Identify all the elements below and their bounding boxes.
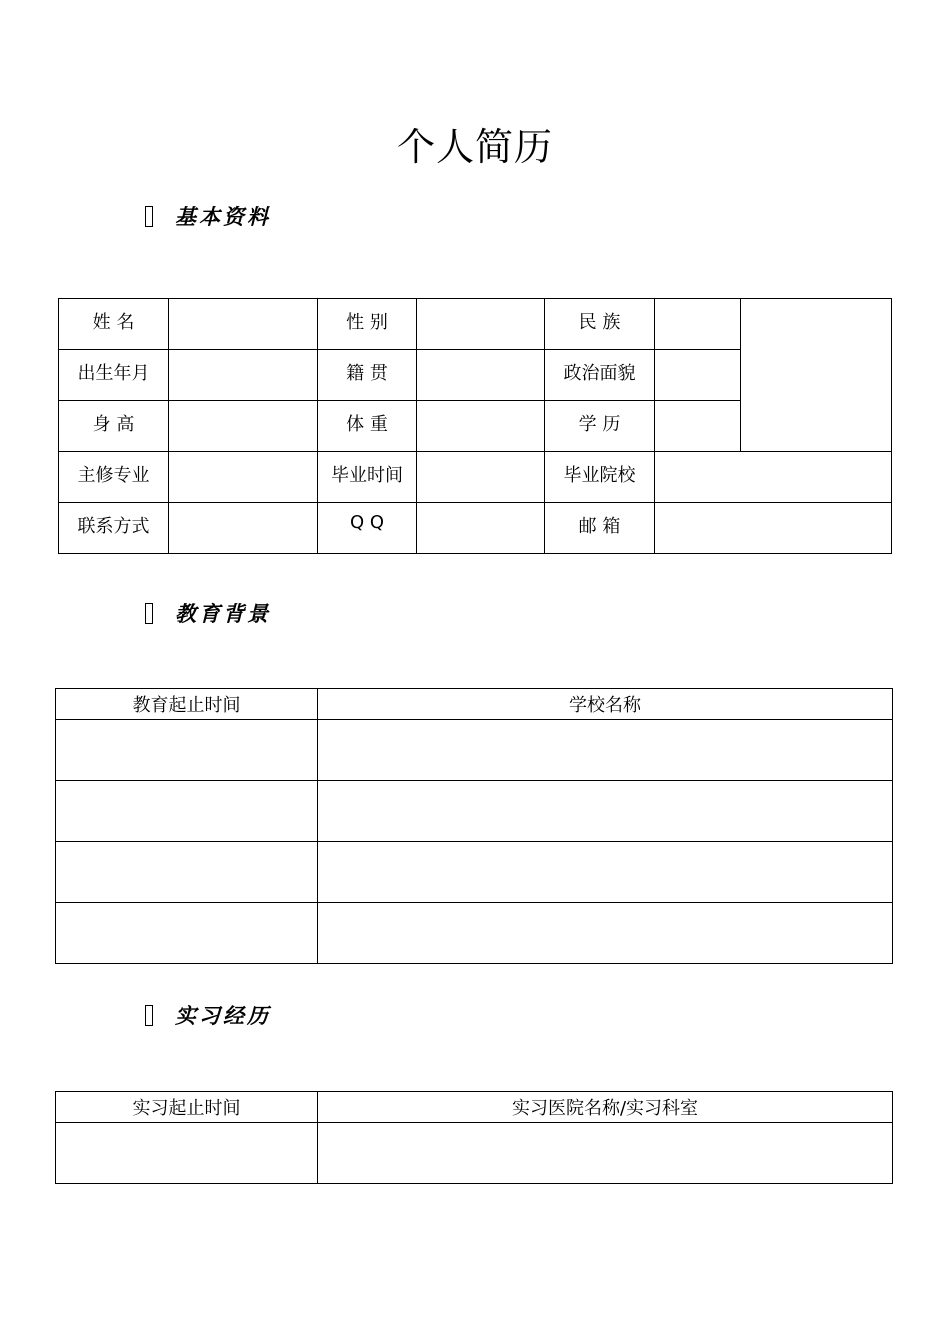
- label-cell: 民 族: [545, 299, 655, 350]
- period-cell[interactable]: [56, 842, 318, 903]
- column-header: 学校名称: [318, 689, 893, 720]
- label-cell: 身 高: [59, 401, 169, 452]
- label-cell: 出生年月: [59, 350, 169, 401]
- photo-cell[interactable]: [741, 299, 892, 452]
- school-cell[interactable]: [318, 842, 893, 903]
- label-cell: 主修专业: [59, 452, 169, 503]
- table-header-row: [56, 1092, 893, 1123]
- table-row: [56, 781, 893, 842]
- value-cell[interactable]: [417, 401, 545, 452]
- section-title: 实习经历: [175, 1004, 271, 1028]
- table-row: [56, 842, 893, 903]
- value-cell[interactable]: [169, 401, 318, 452]
- label-cell: 学 历: [545, 401, 655, 452]
- bullet-icon: [145, 603, 153, 624]
- period-cell[interactable]: [56, 1123, 318, 1184]
- education-table: [55, 688, 893, 964]
- page-title: 个人简历: [396, 125, 553, 169]
- label-cell: 毕业院校: [545, 452, 655, 503]
- school-cell[interactable]: [318, 781, 893, 842]
- label-cell: 邮 箱: [545, 503, 655, 554]
- label-cell: 姓 名: [59, 299, 169, 350]
- value-cell[interactable]: [655, 452, 892, 503]
- value-cell[interactable]: [169, 299, 318, 350]
- period-cell[interactable]: [56, 781, 318, 842]
- bullet-icon: [145, 1005, 153, 1026]
- value-cell[interactable]: [169, 503, 318, 554]
- basic-info-table: [58, 298, 892, 554]
- table-row: [56, 903, 893, 964]
- section-title: 教育背景: [175, 602, 271, 626]
- value-cell[interactable]: [655, 299, 741, 350]
- section-heading-internship: [145, 999, 271, 1031]
- label-cell: 体 重: [318, 401, 417, 452]
- period-cell[interactable]: [56, 720, 318, 781]
- column-header: 教育起止时间: [56, 689, 318, 720]
- value-cell[interactable]: [169, 350, 318, 401]
- bullet-icon: [145, 206, 153, 227]
- section-heading-education: [145, 597, 271, 629]
- label-cell: 政治面貌: [545, 350, 655, 401]
- label-cell: 性 别: [318, 299, 417, 350]
- internship-table: [55, 1091, 893, 1184]
- school-cell[interactable]: [318, 720, 893, 781]
- label-cell: Q Q: [318, 503, 417, 554]
- school-cell[interactable]: [318, 903, 893, 964]
- label-cell: 毕业时间: [318, 452, 417, 503]
- table-row: [59, 299, 892, 350]
- table-row: [59, 452, 892, 503]
- value-cell[interactable]: [417, 503, 545, 554]
- value-cell[interactable]: [169, 452, 318, 503]
- value-cell[interactable]: [417, 452, 545, 503]
- value-cell[interactable]: [417, 299, 545, 350]
- table-row: [56, 720, 893, 781]
- label-cell: 联系方式: [59, 503, 169, 554]
- table-row: [59, 503, 892, 554]
- value-cell[interactable]: [417, 350, 545, 401]
- label-cell: 籍 贯: [318, 350, 417, 401]
- value-cell[interactable]: [655, 350, 741, 401]
- value-cell[interactable]: [655, 503, 892, 554]
- table-row: [56, 1123, 893, 1184]
- table-header-row: [56, 689, 893, 720]
- value-cell[interactable]: [655, 401, 741, 452]
- hospital-cell[interactable]: [318, 1123, 893, 1184]
- column-header: 实习起止时间: [56, 1092, 318, 1123]
- period-cell[interactable]: [56, 903, 318, 964]
- section-title: 基本资料: [175, 205, 271, 229]
- column-header: 实习医院名称/实习科室: [318, 1092, 893, 1123]
- section-heading-basic: [145, 200, 271, 232]
